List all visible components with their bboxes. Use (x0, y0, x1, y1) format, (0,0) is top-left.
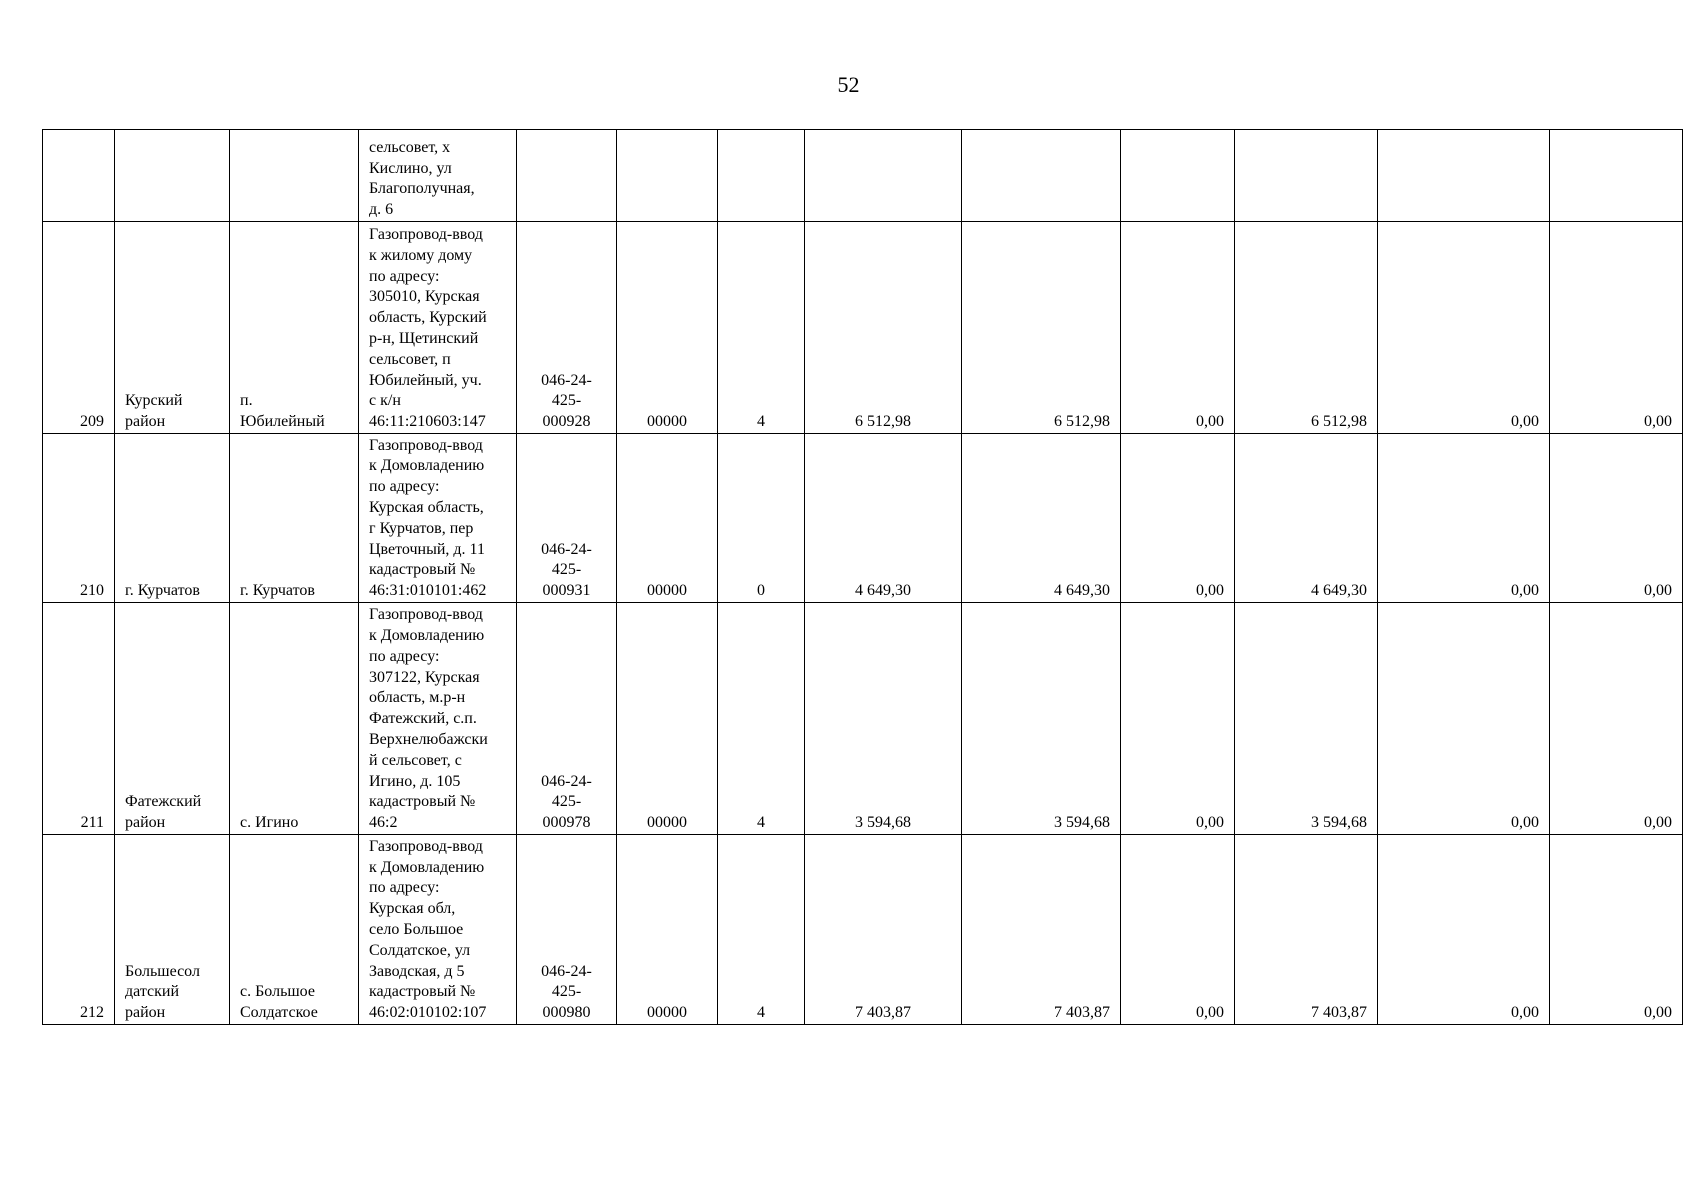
amount-cell: 3 594,68 (805, 603, 962, 835)
settlement-cell: с. Игино (230, 603, 359, 835)
amount-cell: 0,00 (1378, 222, 1550, 434)
page-number: 52 (837, 72, 860, 97)
amount-cell: 4 649,30 (805, 434, 962, 603)
amount-cell: 7 403,87 (962, 835, 1121, 1025)
count-cell: 0 (718, 434, 805, 603)
amount-cell: 0,00 (1121, 835, 1235, 1025)
row-number-cell: 211 (43, 603, 115, 835)
secondary-code-cell: 00000 (617, 835, 718, 1025)
address-cell: сельсовет, х Кислино, ул Благополучная, д. 6 (359, 130, 517, 222)
amount-cell: 6 512,98 (1235, 222, 1378, 434)
amount-cell (1378, 130, 1550, 222)
amount-cell: 7 403,87 (805, 835, 962, 1025)
table-row (43, 130, 1683, 222)
amount-cell: 6 512,98 (805, 222, 962, 434)
table-row (43, 222, 1683, 434)
object-code-cell (517, 130, 617, 222)
amount-cell: 7 403,87 (1235, 835, 1378, 1025)
amount-cell (1235, 130, 1378, 222)
amount-cell: 3 594,68 (962, 603, 1121, 835)
amount-cell: 0,00 (1550, 835, 1683, 1025)
count-cell: 4 (718, 603, 805, 835)
amount-cell (1121, 130, 1235, 222)
row-number-cell: 212 (43, 835, 115, 1025)
settlement-cell (230, 130, 359, 222)
amount-cell: 0,00 (1550, 603, 1683, 835)
row-number-cell: 209 (43, 222, 115, 434)
amount-cell: 0,00 (1121, 434, 1235, 603)
count-cell (718, 130, 805, 222)
secondary-code-cell: 00000 (617, 434, 718, 603)
district-cell: Фатежский район (115, 603, 230, 835)
amount-cell: 6 512,98 (962, 222, 1121, 434)
count-cell: 4 (718, 222, 805, 434)
table-row (43, 434, 1683, 603)
amount-cell: 0,00 (1550, 434, 1683, 603)
secondary-code-cell: 00000 (617, 603, 718, 835)
amount-cell: 4 649,30 (962, 434, 1121, 603)
table-row (43, 835, 1683, 1025)
table-body (43, 130, 1683, 1025)
settlement-cell: п. Юбилейный (230, 222, 359, 434)
count-cell: 4 (718, 835, 805, 1025)
amount-cell: 0,00 (1550, 222, 1683, 434)
address-cell: Газопровод-ввод к Домовладению по адресу: 307122, Курская область, м.р-н Фатежский, с.п. Верхнелюбажски й сельсовет, с Игино, д. 105 кадастровый № 46:2 (359, 603, 517, 835)
amount-cell (805, 130, 962, 222)
address-cell: Газопровод-ввод к Домовладению по адресу: Курская обл, село Большое Солдатское, ул Заводская, д 5 кадастровый № 46:02:010102:107 (359, 835, 517, 1025)
object-code-cell: 046-24- 425- 000931 (517, 434, 617, 603)
address-cell: Газопровод-ввод к жилому дому по адресу: 305010, Курская область, Курский р-н, Щетинский сельсовет, п Юбилейный, уч. с к/н 46:11:210603:147 (359, 222, 517, 434)
amount-cell: 4 649,30 (1235, 434, 1378, 603)
settlement-cell: г. Курчатов (230, 434, 359, 603)
amount-cell: 0,00 (1121, 222, 1235, 434)
table-row (43, 603, 1683, 835)
object-code-cell: 046-24- 425- 000978 (517, 603, 617, 835)
registry-table (42, 129, 1683, 1025)
district-cell: г. Курчатов (115, 434, 230, 603)
object-code-cell: 046-24- 425- 000980 (517, 835, 617, 1025)
amount-cell: 0,00 (1121, 603, 1235, 835)
settlement-cell: с. Большое Солдатское (230, 835, 359, 1025)
secondary-code-cell (617, 130, 718, 222)
amount-cell (1550, 130, 1683, 222)
district-cell: Курский район (115, 222, 230, 434)
amount-cell: 0,00 (1378, 835, 1550, 1025)
object-code-cell: 046-24- 425- 000928 (517, 222, 617, 434)
amount-cell: 3 594,68 (1235, 603, 1378, 835)
district-cell (115, 130, 230, 222)
address-cell: Газопровод-ввод к Домовладению по адресу: Курская область, г Курчатов, пер Цветочный, д. 11 кадастровый № 46:31:010101:462 (359, 434, 517, 603)
amount-cell (962, 130, 1121, 222)
secondary-code-cell: 00000 (617, 222, 718, 434)
amount-cell: 0,00 (1378, 434, 1550, 603)
district-cell: Большесол датский район (115, 835, 230, 1025)
row-number-cell (43, 130, 115, 222)
amount-cell: 0,00 (1378, 603, 1550, 835)
row-number-cell: 210 (43, 434, 115, 603)
